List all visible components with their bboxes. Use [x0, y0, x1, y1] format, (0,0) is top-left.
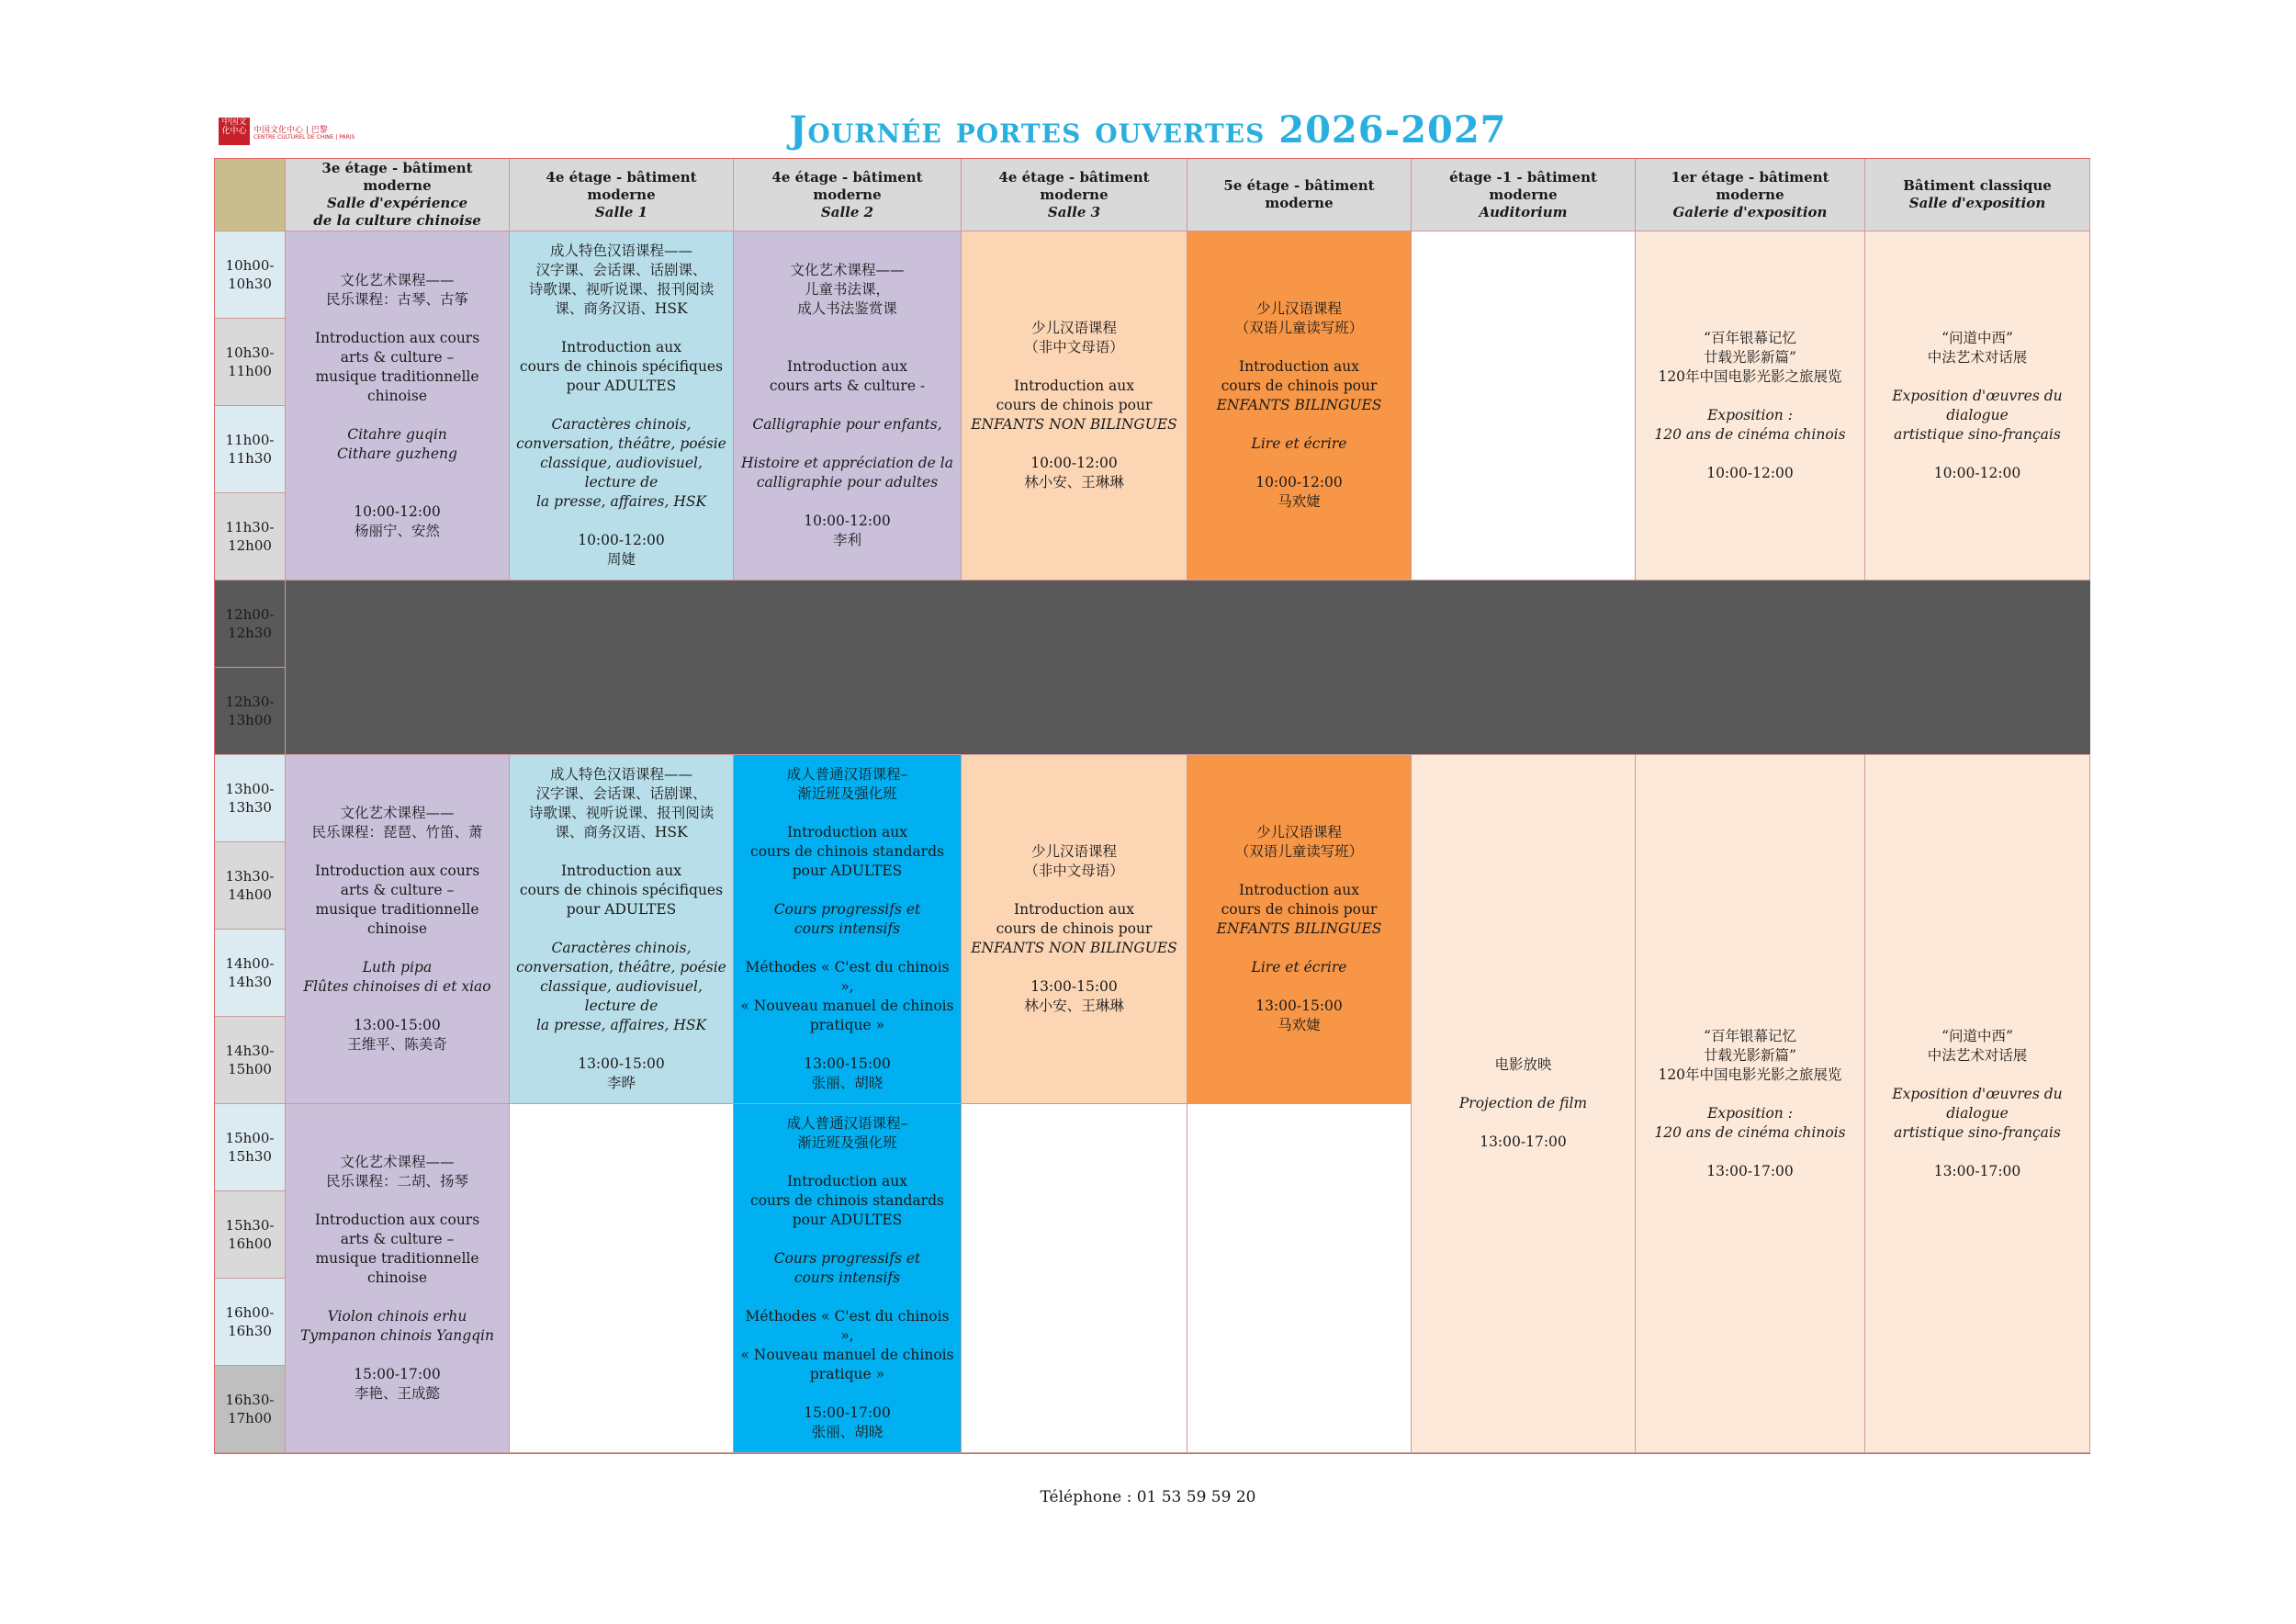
logo-subtext: CENTRE CULTUREL DE CHINE | PARIS	[253, 134, 355, 141]
time-slot: 14h30- 15h00	[215, 1017, 286, 1104]
event-music-morning: 文化艺术课程—— 民乐课程：古琴、古筝 Introduction aux cours arts & culture – musique traditionnelle chinoise Citahre guqin Cithare guzheng 10:00-12:00 杨丽宁、安然	[286, 231, 510, 581]
event-music-afternoon-1: 文化艺术课程—— 民乐课程：琵琶、竹笛、萧 Introduction aux cours arts & culture – musique traditionnelle chinoise Luth pipa Flûtes chinoises di et xiao 13:00-15:00 王维平、陈美奇	[286, 755, 510, 1104]
event-kids-afternoon: 少儿汉语课程 （非中文母语） Introduction aux cours de chinois pour ENFANTS NON BILINGUES 13:00-15:00 林小安、王琳琳	[962, 755, 1187, 1104]
empty-salle3-late	[962, 1104, 1187, 1453]
page-title: Journée portes ouvertes 2026-2027	[789, 108, 1507, 152]
time-slot: 10h30- 11h00	[215, 319, 286, 406]
logo-text: 中国文化中心 | 巴黎	[253, 126, 328, 135]
empty-auditorium-morning	[1412, 231, 1636, 581]
event-calligraphy-morning: 文化艺术课程—— 儿童书法课， 成人书法鉴赏课 Introduction aux cours arts & culture - Calligraphie pour enfants, Histoire et appréciation de la calligraphie pour adultes 10:00-12:00 李利	[734, 231, 962, 581]
empty-salle1-late	[510, 1104, 734, 1453]
header-room-7: 1er étage - bâtiment moderne Galerie d'exposition	[1636, 159, 1865, 231]
event-adult-standard-afternoon-1: 成人普通汉语课程– 渐近班及强化班 Introduction aux cours de chinois standards pour ADULTES Cours progressifs et cours intensifs Méthodes « C'est du chinois », « Nouveau manuel de chinois pratique » 13:00-15:00 张丽、胡晓	[734, 755, 962, 1104]
header-room-4: 4e étage - bâtiment moderne Salle 3	[962, 159, 1187, 231]
time-slot: 12h30- 13h00	[215, 668, 286, 755]
time-slot: 12h00- 12h30	[215, 581, 286, 668]
event-adult-standard-afternoon-2: 成人普通汉语课程– 渐近班及强化班 Introduction aux cours de chinois standards pour ADULTES Cours progressifs et cours intensifs Méthodes « C'est du chinois », « Nouveau manuel de chinois pratique » 15:00-17:00 张丽、胡晓	[734, 1104, 962, 1453]
event-adult-special-morning: 成人特色汉语课程—— 汉字课、会话课、话剧课、 诗歌课、视听说课、报刊阅读 课、商务汉语、HSK Introduction aux cours de chinois spécifiques pour ADULTES Caractères chinois, conversation, théâtre, poésie classique, audiovisuel, lecture de la presse, affaires, HSK 10:00-12:00 周婕	[510, 231, 734, 581]
event-adult-special-afternoon: 成人特色汉语课程—— 汉字课、会话课、话剧课、 诗歌课、视听说课、报刊阅读 课、商务汉语、HSK Introduction aux cours de chinois spécifiques pour ADULTES Caractères chinois, conversation, théâtre, poésie classique, audiovisuel, lecture de la presse, affaires, HSK 13:00-15:00 李晔	[510, 755, 734, 1104]
header-room-3: 4e étage - bâtiment moderne Salle 2	[734, 159, 962, 231]
empty-5e-late	[1187, 1104, 1412, 1453]
event-expo-morning: “百年银幕记忆 廿载光影新篇” 120年中国电影光影之旅展览 Exposition : 120 ans de cinéma chinois 10:00-12:00	[1636, 231, 1865, 581]
event-music-afternoon-2: 文化艺术课程—— 民乐课程：二胡、扬琴 Introduction aux cours arts & culture – musique traditionnelle chinoise Violon chinois erhu Tympanon chinois Yangqin 15:00-17:00 李艳、王成懿	[286, 1104, 510, 1453]
header-room-5: 5e étage - bâtiment moderne	[1187, 159, 1412, 231]
event-bilingual-morning: 少儿汉语课程 （双语儿童读写班） Introduction aux cours de chinois pour ENFANTS BILINGUES Lire et écrire 10:00-12:00 马欢婕	[1187, 231, 1412, 581]
time-slot: 10h00- 10h30	[215, 231, 286, 319]
time-slot: 11h00- 11h30	[215, 406, 286, 493]
time-slot: 13h30- 14h00	[215, 842, 286, 930]
lunch-break	[286, 581, 2090, 755]
logo-mark: 中国文化中心	[219, 118, 250, 145]
header-corner	[215, 159, 286, 231]
time-slot: 16h00- 16h30	[215, 1279, 286, 1366]
header-room-8: Bâtiment classique Salle d'exposition	[1865, 159, 2090, 231]
time-slot: 11h30- 12h00	[215, 493, 286, 581]
time-slot: 16h30- 17h00	[215, 1366, 286, 1453]
phone-number: Téléphone : 01 53 59 59 20	[1040, 1488, 1256, 1506]
header-room-1: 3e étage - bâtiment moderne Salle d'expérience de la culture chinoise	[286, 159, 510, 231]
schedule-table	[214, 158, 2090, 1454]
time-slot: 15h00- 15h30	[215, 1104, 286, 1191]
header-room-6: étage -1 - bâtiment moderne Auditorium	[1412, 159, 1636, 231]
event-dialogue-morning: “问道中西” 中法艺术对话展 Exposition d'œuvres du dialogue artistique sino-français 10:00-12:00	[1865, 231, 2090, 581]
event-expo-afternoon: “百年银幕记忆 廿载光影新篇” 120年中国电影光影之旅展览 Exposition : 120 ans de cinéma chinois 13:00-17:00	[1636, 755, 1865, 1453]
time-slot: 14h00- 14h30	[215, 930, 286, 1017]
event-bilingual-afternoon: 少儿汉语课程 （双语儿童读写班） Introduction aux cours de chinois pour ENFANTS BILINGUES Lire et écrire 13:00-15:00 马欢婕	[1187, 755, 1412, 1104]
header-room-2: 4e étage - bâtiment moderne Salle 1	[510, 159, 734, 231]
event-dialogue-afternoon: “问道中西” 中法艺术对话展 Exposition d'œuvres du dialogue artistique sino-français 13:00-17:00	[1865, 755, 2090, 1453]
time-slot: 15h30- 16h00	[215, 1191, 286, 1279]
time-slot: 13h00- 13h30	[215, 755, 286, 842]
event-film: 电影放映 Projection de film 13:00-17:00	[1412, 755, 1636, 1453]
event-kids-morning: 少儿汉语课程 （非中文母语） Introduction aux cours de chinois pour ENFANTS NON BILINGUES 10:00-12:00 林小安、王琳琳	[962, 231, 1187, 581]
